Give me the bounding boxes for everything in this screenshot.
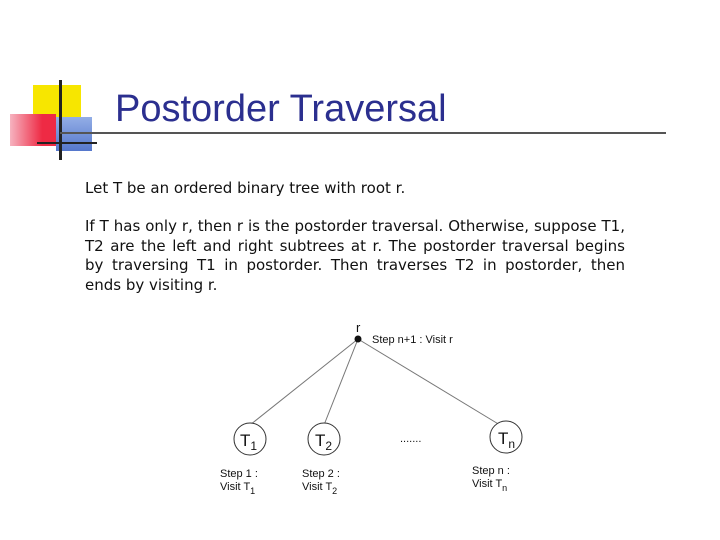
root-node	[355, 336, 362, 343]
subtrees-ellipsis: .......	[400, 433, 422, 445]
subtree-t1-label: $T_1$	[240, 431, 258, 453]
subtree-t2	[302, 423, 340, 496]
slide-title: Postorder Traversal	[115, 88, 447, 130]
root-label: r	[356, 320, 361, 335]
subtree-t2-step: Step 2 :	[302, 468, 340, 480]
subtree-tn-label: $T_n$	[498, 429, 516, 451]
edge-root-t1	[250, 339, 358, 425]
explanation-paragraph: If T has only r, then r is the postorder traversal. Otherwise, suppose T1, T2 are the left and right subtrees at r. The postorder traversal begins by traversing T1 in postorder. Then traverses T2 in postorder, then ends by visiting r.	[85, 217, 625, 294]
root-step-label: Step n+1 : Visit r	[372, 334, 453, 346]
subtree-t2-visit: Visit $T_2$	[302, 481, 338, 496]
subtree-tn-step: Step n :	[472, 465, 510, 477]
subtree-t1-step: Step 1 :	[220, 468, 258, 480]
edge-root-tn	[358, 339, 500, 425]
subtree-t1	[220, 423, 266, 496]
subtree-tn-visit: Visit $T_n$	[472, 478, 508, 493]
subtree-t1-visit: Visit $T_1$	[220, 481, 256, 496]
definition-paragraph: Let T be an ordered binary tree with root r.	[85, 179, 406, 197]
subtree-t2-label: $T_2$	[315, 431, 333, 453]
subtree-tn	[472, 421, 522, 493]
